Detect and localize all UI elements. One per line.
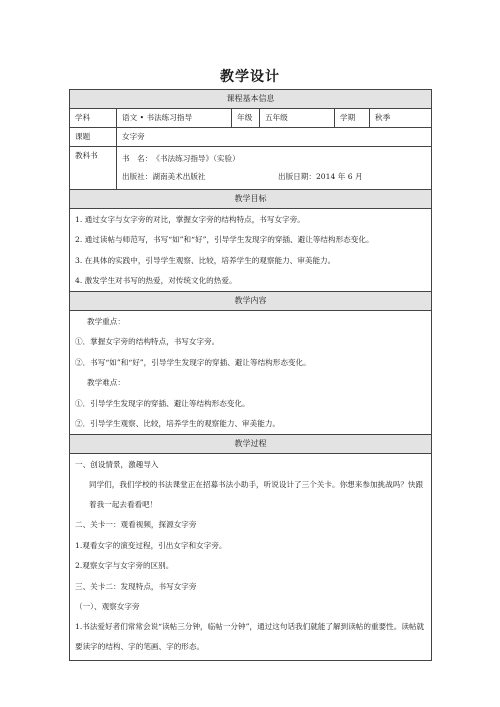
basic-info-header-row — [70, 90, 432, 109]
process-paragraph: 1.书法爱好者们常常会说“读帖三分钟，临帖一分钟”，通过这句话我们就能了解到读帖的重要性。读帖就要读字的结构、字的笔画、字的形态。 — [75, 622, 425, 651]
term-value: 秋季 — [370, 109, 432, 128]
subject-row — [70, 109, 432, 128]
difficult-points-label: 教学难点： — [87, 378, 125, 387]
process-step: 三、关卡二：发现特点，书写女字旁 — [75, 581, 197, 591]
process-step: 一、创设情景，激趣导入 — [75, 459, 159, 469]
key-point-item: ②．书写“如”和“好”，引导学生发现字的穿插、避让等结构形态变化。 — [75, 357, 311, 367]
publisher: 出版社：湖南美术出版社 — [122, 172, 206, 182]
process-substep: （一）、观察女字旁 — [75, 602, 140, 611]
book-name-value: 《书法练习指导》（实验） — [152, 154, 240, 164]
difficult-point-item: ①．引导学生发现字的穿插、避让等结构形态变化。 — [75, 398, 250, 408]
key-points-label: 教学重点： — [87, 316, 125, 326]
process-item: 2.观察女字与女字旁的区别。 — [75, 561, 174, 570]
grade-label: 年级 — [232, 109, 260, 128]
objectives-header-row — [70, 190, 432, 209]
difficult-point-item: ②．引导学生观察、比较，培养学生的观察能力、审美能力。 — [75, 419, 281, 428]
topic-label: 课题 — [70, 128, 117, 147]
process-item: 1.观看女字的演变过程，引出女字和女字旁。 — [75, 540, 227, 550]
objective-item: 3. 在具体的实践中，引导学生观察、比较，培养学生的观察能力、审美能力。 — [75, 255, 336, 265]
objectives-row — [70, 209, 432, 292]
content-header-row — [70, 292, 432, 311]
content-row — [70, 311, 432, 435]
objective-item: 2. 通过读帖与师范写，书写“如”和“好”，引导学生发现字的穿插、避让等结构形态变化。 — [75, 235, 374, 244]
publish-date: 出版日期：2014 年 6 月 — [278, 172, 363, 182]
process-step: 二、关卡一：观看视频，探源女字旁 — [75, 520, 197, 529]
basic-info-header: 课程基本信息 — [70, 90, 432, 109]
process-paragraph: 同学们，我们学校的书法课堂正在招募书法小助手，听说设计了三个关卡。你想来参加挑战吗？快跟着我一起去看看吧！ — [89, 479, 424, 509]
book-name-label: 书 名： — [122, 154, 153, 164]
textbook-row — [70, 147, 432, 190]
topic-row — [70, 128, 432, 147]
objective-item: 4. 激发学生对书写的热爱，对传统文化的热爱。 — [75, 276, 237, 285]
textbook-label: 教科书 — [70, 147, 117, 190]
subject-value: 语文 • 书法练习指导 — [117, 109, 232, 128]
textbook-info — [117, 147, 432, 190]
content-header: 教学内容 — [70, 292, 432, 311]
term-label: 学期 — [335, 109, 370, 128]
objectives-body — [70, 209, 432, 292]
objective-item: 1. 通过女字与女字旁的对比，掌握女字旁的结构特点，书写女字旁。 — [75, 214, 305, 224]
process-body — [70, 454, 432, 661]
key-point-item: ①．掌握女字旁的结构特点，书写女字旁。 — [75, 337, 220, 346]
process-row — [70, 454, 432, 661]
process-header-row — [70, 435, 432, 454]
subject-label: 学科 — [70, 109, 117, 128]
process-header: 教学过程 — [70, 435, 432, 454]
grade-value: 五年级 — [260, 109, 335, 128]
objectives-header: 教学目标 — [70, 190, 432, 209]
topic-value: 女字旁 — [117, 128, 432, 147]
document-title: 教学设计 — [220, 69, 280, 85]
content-body — [70, 311, 432, 435]
lesson-plan-table — [69, 89, 432, 661]
